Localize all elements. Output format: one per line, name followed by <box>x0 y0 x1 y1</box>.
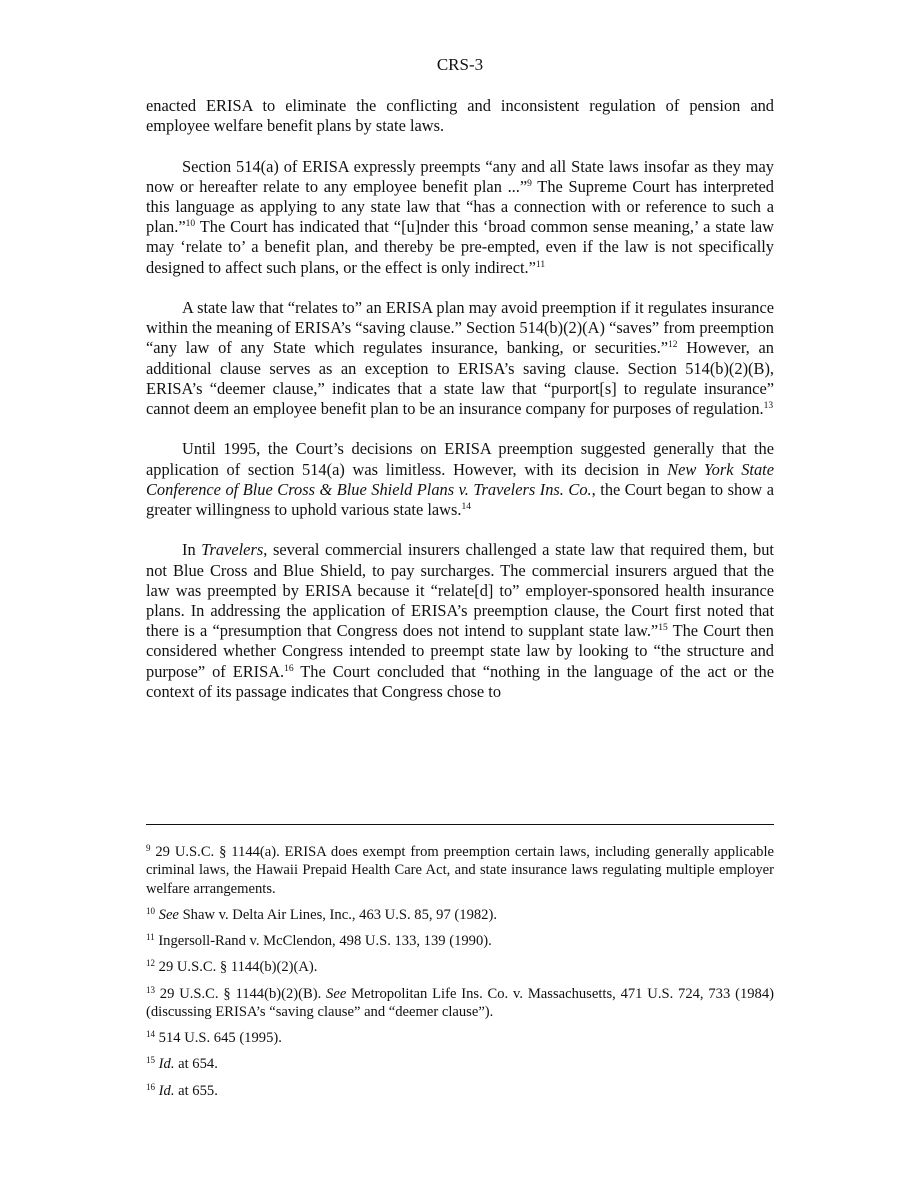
footnote-ref-13[interactable]: 13 <box>763 401 774 412</box>
footnote-ref-15[interactable]: 15 <box>658 623 668 634</box>
paragraph-1-text: enacted ERISA to eliminate the conflicting and inconsistent regulation of pension and employee welfare benefit plans by state laws. <box>146 96 774 136</box>
footnote-signal-id: Id. <box>158 1056 175 1073</box>
footnote-number: 11 <box>146 932 155 943</box>
paragraph-2 <box>146 157 774 278</box>
paragraph-1 <box>146 96 774 136</box>
footnote-text-prefix: 29 U.S.C. § 1144(b)(2)(B). <box>155 985 327 1002</box>
footnote-ref-14[interactable]: 14 <box>461 502 471 513</box>
footnote-text: at 655. <box>174 1082 218 1099</box>
case-short-name-italic: Travelers <box>201 540 264 560</box>
footnote-13 <box>146 985 774 1022</box>
footnote-text: 29 U.S.C. § 1144(a). ERISA does exempt from preemption certain laws, including generally applicable criminal laws, the Hawaii Prepaid Health Care Act, and state insurance laws regulating multiple employer welfare arrangements. <box>146 844 774 897</box>
paragraph-2-text-1: Section 514(a) of ERISA expressly preempts “any and all State laws insofar as they may now or hereafter relate to any employee benefit plan ...” <box>146 156 774 196</box>
footnote-ref-12[interactable]: 12 <box>668 340 678 351</box>
footnote-number: 15 <box>146 1055 155 1066</box>
paragraph-3-text-1: A state law that “relates to” an ERISA plan may avoid preemption if it regulates insurance within the meaning of ERISA’s “saving clause.” Section 514(b)(2)(A) “saves” from preemption “any law of any State which regulates insurance, banking, or securities.” <box>146 298 774 358</box>
paragraph-4-text-2: , the Court began to show a greater willingness to uphold various state laws. <box>146 479 774 520</box>
footnote-ref-16[interactable]: 16 <box>284 663 294 674</box>
footnote-12 <box>146 958 774 976</box>
footnote-signal-see: See <box>158 907 179 924</box>
footnote-divider <box>146 824 774 825</box>
footnote-text: Metropolitan Life Ins. Co. v. Massachusetts, 471 U.S. 724, 733 (1984) (discussing ERISA’s “saving clause” and “deemer clause”). <box>146 985 774 1021</box>
footnote-text: 514 U.S. 645 (1995). <box>155 1030 282 1047</box>
footnote-9 <box>146 843 774 898</box>
paragraph-5-text-3: The Court concluded that “nothing in the language of the act or the context of its passage indicates that Congress chose to <box>146 661 774 701</box>
footnote-number: 16 <box>146 1081 155 1092</box>
page-number-header: CRS-3 <box>436 55 484 74</box>
body-text <box>146 96 774 722</box>
paragraph-5 <box>146 540 774 702</box>
case-name-italic: New York State Conference of Blue Cross & Blue Shield Plans v. Travelers Ins. Co. <box>146 459 774 499</box>
footnote-ref-11[interactable]: 11 <box>535 259 546 270</box>
footnote-signal-id: Id. <box>158 1082 175 1099</box>
footnote-14 <box>146 1029 774 1047</box>
footnote-number: 12 <box>146 958 155 969</box>
footnote-number: 13 <box>146 984 155 995</box>
footnote-11 <box>146 932 774 950</box>
footnote-text: at 654. <box>174 1056 218 1073</box>
footnote-number: 9 <box>146 843 151 853</box>
paragraph-5-text-1: , several commercial insurers challenged a state law that required them, but not Blue Cross and Blue Shield, to pay surcharges. The commercial insurers argued that the law was preempted by ERISA because it “relate[d] to” employer-sponsored health insurance plans. In addressing the application of ERISA’s preemption clause, the Court first noted that there is a “presumption that Congress does not intend to supplant state law.” <box>146 540 774 641</box>
footnote-ref-10[interactable]: 10 <box>185 219 196 230</box>
paragraph-5-text-0: In <box>182 540 202 560</box>
footnote-16 <box>146 1082 774 1100</box>
footnote-number: 10 <box>146 906 155 917</box>
paragraph-2-text-3: The Court has indicated that “[u]nder this ‘broad common sense meaning,’ a state law may ‘relate to’ a benefit plan, and thereby be pre-empted, even if the law is not specifically designed to affect such plans, or the effect is only indirect.” <box>146 217 774 277</box>
footnote-15 <box>146 1055 774 1073</box>
paragraph-3-text-2: However, an additional clause serves as an exception to ERISA’s saving clause. Section 514(b)(2)(B), ERISA’s “deemer clause,” indicates that a state law that “purport[s] to regulate insurance” cannot deem an employee benefit plan to be an insurance company for purposes of regulation. <box>146 338 774 419</box>
paragraph-3 <box>146 298 774 419</box>
paragraph-4 <box>146 439 774 520</box>
paragraph-5-text-2: The Court then considered whether Congress intended to preempt state law by looking to “the structure and purpose” of ERISA. <box>146 621 774 681</box>
footnote-text: Shaw v. Delta Air Lines, Inc., 463 U.S. 85, 97 (1982). <box>178 907 497 924</box>
footnote-number: 14 <box>146 1029 155 1040</box>
footnote-signal-see: See <box>326 985 347 1002</box>
footnote-10 <box>146 906 774 924</box>
paragraph-2-text-2: The Supreme Court has interpreted this language as applying to any state law that “has a connection with or reference to such a plan.” <box>146 176 774 237</box>
footnote-text: Ingersoll-Rand v. McClendon, 498 U.S. 133, 139 (1990). <box>154 933 492 950</box>
footnote-text: 29 U.S.C. § 1144(b)(2)(A). <box>155 959 318 976</box>
footnote-ref-9[interactable]: 9 <box>527 178 532 189</box>
footnotes-section <box>146 843 774 1108</box>
paragraph-4-text-1: Until 1995, the Court’s decisions on ERISA preemption suggested generally that the application of section 514(a) was limitless. However, with its decision in <box>146 439 774 479</box>
